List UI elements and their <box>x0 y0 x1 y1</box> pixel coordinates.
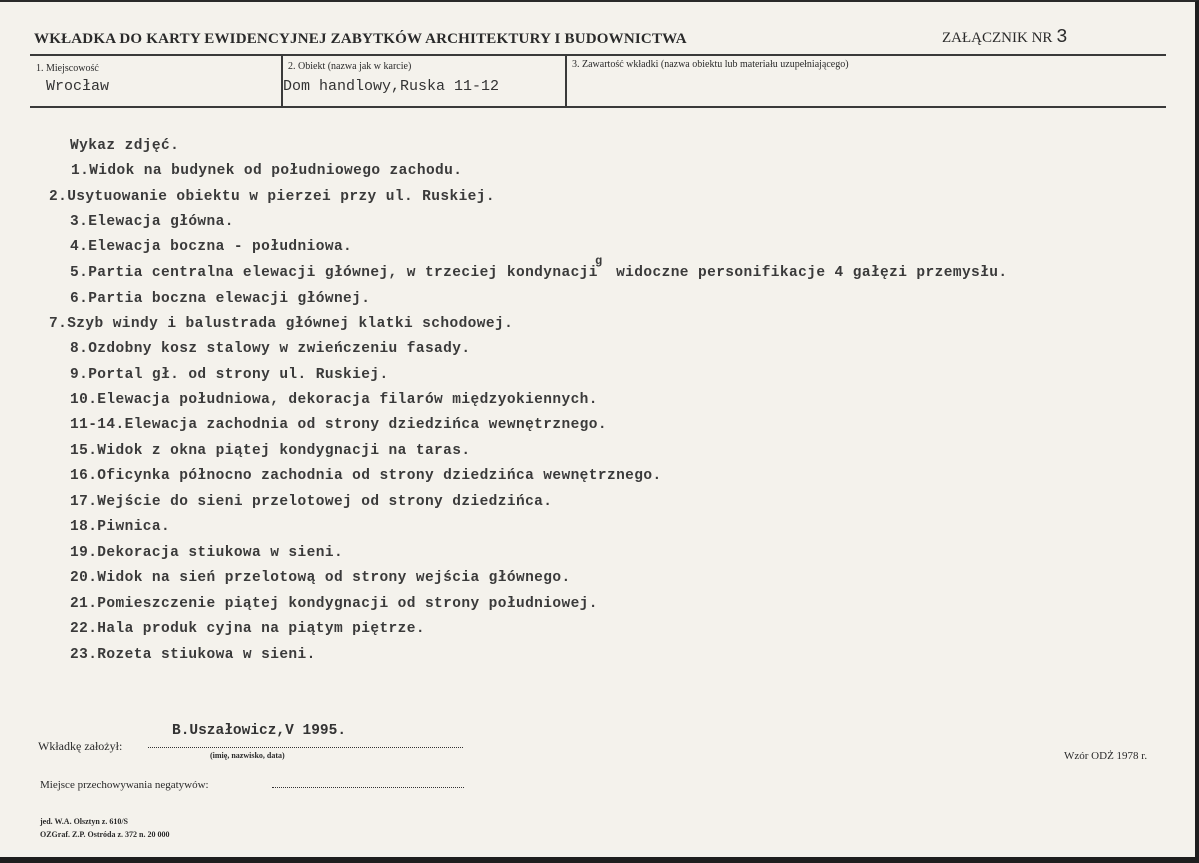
card-title: WKŁADKA DO KARTY EWIDENCYJNEJ ZABYTKÓW ARCHITEKTURY I BUDOWNICTWA <box>34 31 687 47</box>
list-item: 8.Ozdobny kosz stalowy w zwieńczeniu fasady. <box>70 341 471 357</box>
header-rule-bottom <box>30 106 1166 108</box>
object-value: Dom handlowy,Ruska 11-12 <box>283 78 500 95</box>
created-label: Wkładkę założył: <box>38 739 123 753</box>
list-item: 20.Widok na sień przelotową od strony wejścia głównego. <box>70 570 571 586</box>
list-heading: Wykaz zdjęć. <box>70 138 180 154</box>
list-item: 15.Widok z okna piątej kondygnacji na taras. <box>70 443 471 459</box>
created-dotted-line <box>148 747 463 748</box>
list-item: 6.Partia boczna elewacji głównej. <box>70 291 371 307</box>
annex-label <box>942 26 1068 48</box>
negatives-dotted-line <box>272 787 464 788</box>
list-item: 7.Szyb windy i balustrada głównej klatki schodowej. <box>49 316 514 332</box>
form-label: Wzór ODŻ 1978 r. <box>1064 750 1148 762</box>
list-item: 19.Dekoracja stiukowa w sieni. <box>70 545 344 561</box>
field-divider-2 <box>565 55 567 107</box>
correction-mark: g <box>595 254 603 268</box>
list-item: 1.Widok na budynek od południowego zachodu. <box>71 163 463 179</box>
locality-value: Wrocław <box>46 78 110 95</box>
negatives-label: Miejsce przechowywania negatywów: <box>40 779 209 791</box>
list-item: 3.Elewacja główna. <box>70 214 234 230</box>
created-sublabel: (imię, nazwisko, data) <box>210 751 285 760</box>
locality-label: 1. Miejscowość <box>36 63 99 74</box>
print-info-2: OZGraf. Z.P. Ostróda z. 372 n. 20 000 <box>40 830 170 839</box>
list-item: 17.Wejście do sieni przelotowej od strony dziedzińca. <box>70 494 553 510</box>
list-item: 16.Oficynka północno zachodnia od strony dziedzińca wewnętrznego. <box>70 468 662 484</box>
content-label: 3. Zawartość wkładki (nazwa obiektu lub materiału uzupełniającego) <box>572 59 849 70</box>
list-item: 2.Usytuowanie obiektu w pierzei przy ul. Ruskiej. <box>49 189 495 205</box>
annex-text: ZAŁĄCZNIK NR <box>942 30 1053 46</box>
list-item: 4.Elewacja boczna - południowa. <box>70 239 353 255</box>
created-value: B.Uszałowicz,V 1995. <box>172 723 347 739</box>
list-item: 10.Elewacja południowa, dekoracja filarów międzyokiennych. <box>70 392 598 408</box>
list-item: 11-14.Elewacja zachodnia od strony dziedzińca wewnętrznego. <box>70 417 607 433</box>
object-label: 2. Obiekt (nazwa jak w karcie) <box>288 61 412 72</box>
list-item: 22.Hala produk cyjna na piątym piętrze. <box>70 621 425 637</box>
list-item: 18.Piwnica. <box>70 519 171 535</box>
list-item: 5.Partia centralna elewacji głównej, w trzeciej kondynacji widoczne personifikacje 4 gałęzi przemysłu. <box>70 265 1008 281</box>
annex-number: 3 <box>1056 26 1068 48</box>
header-rule-top <box>30 54 1166 56</box>
list-item: 9.Portal gł. od strony ul. Ruskiej. <box>70 367 389 383</box>
print-info-1: jed. W.A. Olsztyn z. 610/S <box>40 817 129 826</box>
list-item: 21.Pomieszczenie piątej kondygnacji od strony południowej. <box>70 596 598 612</box>
list-item: 23.Rozeta stiukowa w sieni. <box>70 647 316 663</box>
